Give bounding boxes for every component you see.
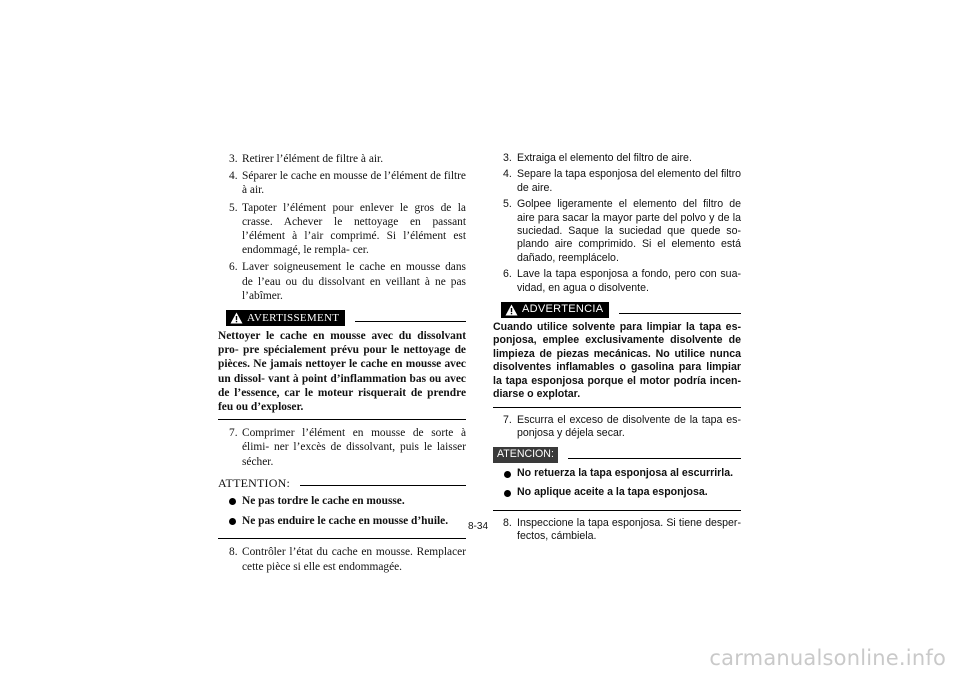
list-item-text: No aplique aceite a la tapa esponjosa. <box>517 486 708 499</box>
step-5-fr <box>218 201 466 258</box>
step-text: Tapoter l’élément pour enlever le gros de la crasse. Achever le nettoyage en passant l’élément à l’air comprimé. Si l’élément est endommagé, le rempla- cer. <box>242 201 466 257</box>
step-text: Comprimer l’élément en mousse de sorte à élimi- ner l’excès de dissolvant, puis le laisser sécher. <box>242 427 466 468</box>
step-7-fr <box>218 426 466 469</box>
step-number: 4. <box>229 170 238 183</box>
step-text: Lave la tapa esponjosa a fondo, pero con sua- vidad, en agua o disolvente. <box>517 268 741 294</box>
step-number: 6. <box>229 261 238 274</box>
step-text: Separe la tapa esponjosa del elemento del filtro de aire. <box>517 168 741 194</box>
step-number: 8. <box>229 546 238 559</box>
warning-label: AVERTISSEMENT <box>247 311 340 324</box>
warning-header-fr <box>218 310 466 326</box>
step-4-es <box>493 168 741 195</box>
step-6-es <box>493 268 741 295</box>
warning-header-es <box>493 302 741 318</box>
divider <box>568 458 741 459</box>
attention-list-es <box>493 467 741 511</box>
step-text: Laver soigneusement le cache en mousse dans de l’eau ou du dissolvant en veillant à ne pas l’abîmer. <box>242 261 466 302</box>
attention-label: ATENCION: <box>493 447 558 462</box>
step-text: Retirer l’élément de filtre à air. <box>242 153 384 165</box>
step-number: 5. <box>229 201 238 214</box>
step-number: 3. <box>503 152 512 164</box>
bullet-icon <box>229 518 236 525</box>
step-number: 7. <box>229 427 238 440</box>
attention-label: ATTENTION: <box>218 475 290 490</box>
step-number: 8. <box>503 516 512 529</box>
step-number: 3. <box>229 153 238 165</box>
step-text: Escurra el exceso de disolvente de la tapa es- ponjosa y déjela secar. <box>517 413 741 439</box>
step-8-fr <box>218 545 466 573</box>
watermark: carmanualsonline.info <box>709 646 946 670</box>
step-number: 6. <box>503 268 512 281</box>
divider <box>300 485 466 486</box>
step-text: Séparer le cache en mousse de l’élément de filtre à air. <box>242 170 466 197</box>
list-item <box>493 486 741 499</box>
list-item <box>218 494 466 508</box>
warning-triangle-icon <box>505 304 518 316</box>
step-7-es <box>493 414 741 441</box>
page-number: 8-34 <box>468 521 489 532</box>
warning-text-es: Cuando utilice solvente para limpiar la tapa es- ponjosa, emplee exclusivamente disolvente de limpieza de piezas mecánicas. No utilice nunca disolventes inflamables o gasolina para limpiar la tapa esponjosa porque el motor podría incen- diarse o explotar. <box>493 321 741 407</box>
warning-badge <box>226 310 345 326</box>
step-3-fr <box>218 152 466 166</box>
warning-text-fr: Nettoyer le cache en mousse avec du dissolvant pro- pre spécialement prévu pour le nettoyage de pièces. Ne jamais nettoyer le cache en mousse avec un dissol- vant à point d’inflammation bas ou avec de l’essence, car le moteur risquerait de prendre feu ou d’exploser. <box>218 329 466 420</box>
warning-badge <box>501 302 609 318</box>
attention-list-fr <box>218 494 466 539</box>
divider <box>619 313 741 314</box>
step-3-es <box>493 152 741 165</box>
bullet-icon <box>229 498 236 505</box>
step-text: Extraiga el elemento del filtro de aire. <box>517 152 692 164</box>
step-4-fr <box>218 169 466 197</box>
divider <box>355 321 466 322</box>
list-item-text: Ne pas tordre le cache en mousse. <box>242 495 405 508</box>
step-text: Contrôler l’état du cache en mousse. Remplacer cette pièce si elle est endommagée. <box>242 546 466 573</box>
list-item <box>218 514 466 528</box>
bullet-icon <box>504 490 511 497</box>
list-item-text: No retuerza la tapa esponjosa al escurrirla. <box>517 466 734 479</box>
step-number: 4. <box>503 168 512 181</box>
spanish-column <box>493 152 741 546</box>
step-8-es <box>493 517 741 544</box>
step-5-es <box>493 198 741 265</box>
step-6-fr <box>218 260 466 303</box>
warning-label: ADVERTENCIA <box>522 303 604 316</box>
attention-header-fr <box>218 476 466 490</box>
bullet-icon <box>504 471 511 478</box>
warning-triangle-icon <box>230 312 243 324</box>
list-item <box>493 467 741 480</box>
step-number: 5. <box>503 198 512 211</box>
list-item-text: Ne pas enduire le cache en mousse d’huile. <box>242 515 449 528</box>
french-column <box>218 152 466 577</box>
attention-header-es <box>493 447 741 462</box>
step-number: 7. <box>503 413 512 426</box>
step-text: Inspeccione la tapa esponjosa. Si tiene desper- fectos, cámbiela. <box>517 516 741 542</box>
step-text: Golpee ligeramente el elemento del filtro de aire para sacar la mayor parte del polvo y de la suciedad. Saque la suciedad que quede so- plando aire comprimido. Si el elemento está dañado, reemplácelo. <box>517 198 741 264</box>
